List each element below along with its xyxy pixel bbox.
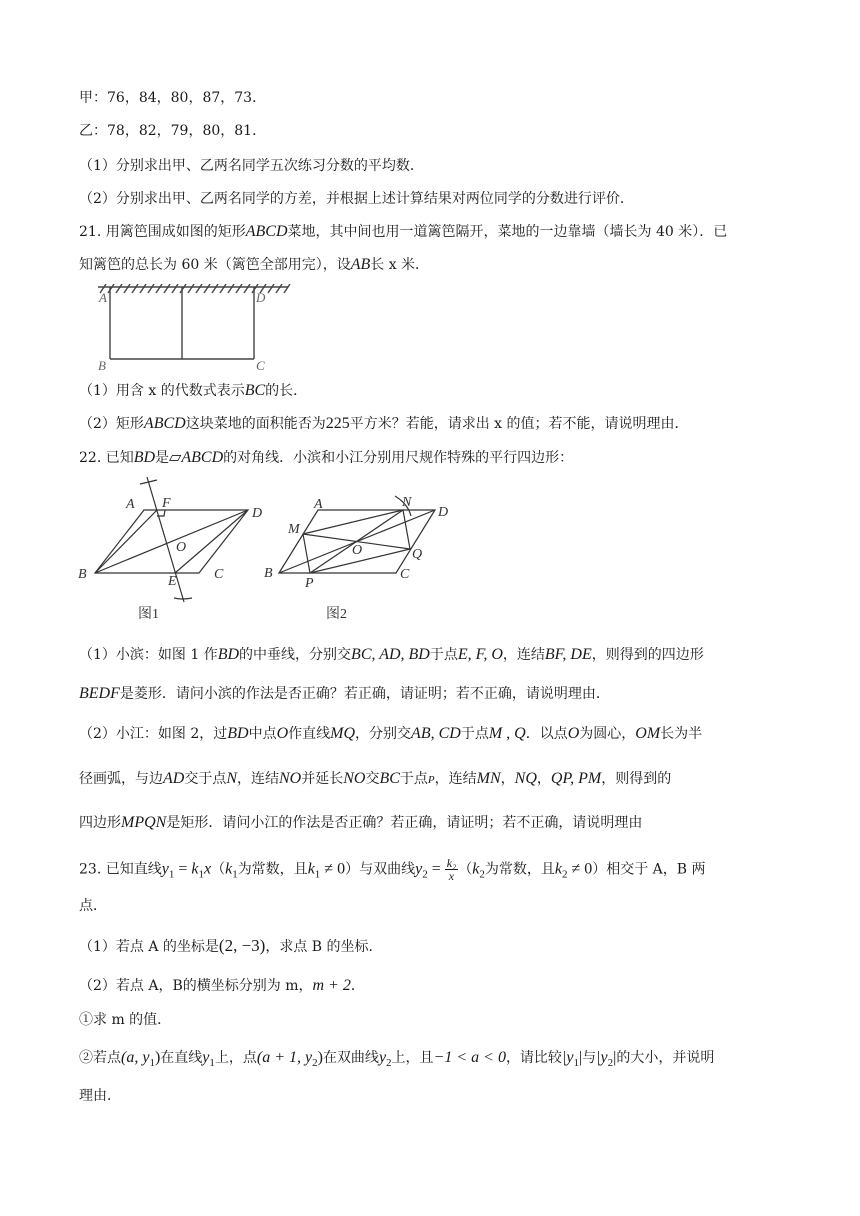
text: ， [536, 771, 551, 787]
text: （1）小滨：如图 1 作 [79, 647, 218, 663]
text: 交 [365, 771, 380, 787]
math: BD [217, 646, 240, 663]
label-b: B [78, 567, 87, 582]
math: k [554, 860, 562, 878]
subscript: 1 [209, 1056, 215, 1069]
q22-part2-line2 [79, 769, 800, 790]
math: k [472, 860, 480, 878]
text: （2）矩形 [79, 416, 144, 432]
text: （2）若点 A，B的横坐标分别为 m， [79, 978, 313, 994]
subscript: 2 [607, 1056, 614, 1069]
label-c: C [214, 567, 224, 582]
label-d: D [252, 506, 263, 521]
math: NO [343, 770, 366, 787]
label-q: Q [412, 547, 423, 562]
text: 于点 [460, 726, 489, 742]
jia-scores: 甲：76，84，80，87，73． [79, 90, 267, 106]
subscript: 1 [149, 1056, 155, 1069]
q21-line2 [79, 255, 800, 275]
math: 225 [325, 415, 350, 432]
math: BC [244, 382, 266, 399]
text: 与 [582, 1050, 597, 1066]
q23-part2-sub2-line2: 理由． [79, 1088, 121, 1104]
text: ．以点 [525, 726, 568, 742]
text: ，连结 [434, 771, 477, 787]
math: BC, AD, BD [351, 646, 430, 663]
text: ）与双曲线 [345, 861, 416, 878]
math: m + 2 [312, 977, 351, 994]
subscript: 1 [232, 868, 238, 881]
text: ，连结 [502, 647, 545, 663]
text: 为常数，且 [484, 861, 555, 878]
caption-fig2: 图2 [326, 607, 347, 622]
text: ，连结 [237, 771, 279, 787]
math: AB, CD [411, 725, 461, 742]
label-c: C [400, 567, 410, 582]
text: 径画弧，与边 [79, 771, 163, 787]
math: (a + 1, y [256, 1049, 313, 1066]
q20-part2: （2）分别求出甲、乙两名同学的方差，并根据上述计算结果对两位同学的分数进行评价． [79, 191, 634, 207]
math: y [202, 1049, 210, 1066]
math: N [226, 770, 237, 787]
subscript: 2 [312, 1056, 318, 1069]
label-a: A [99, 290, 107, 305]
text: 平方米？若能，请求出 x 的值；若不能，请说明理由． [349, 416, 689, 432]
denominator: x [448, 869, 455, 883]
math: y [161, 860, 169, 878]
text: （ [211, 861, 226, 878]
text: 22. 已知 [79, 450, 134, 466]
subscript: 1 [168, 868, 175, 881]
subscript: 2 [422, 868, 428, 881]
label-c: C [256, 358, 265, 372]
subscript: 1 [314, 868, 321, 881]
text: 23. 已知直线 [79, 861, 162, 878]
math: k [307, 860, 315, 878]
math: ≠ 0 [320, 860, 346, 878]
text: 的中垂线，分别交 [239, 647, 352, 663]
label-b: B [98, 358, 106, 372]
text: （1）用含 x 的代数式表示 [79, 383, 245, 399]
text: （ [458, 861, 473, 878]
label-o: O [352, 543, 363, 558]
math: ) [317, 1049, 323, 1066]
q21-line1 [79, 222, 800, 242]
math: ABCD [143, 415, 186, 432]
text: ． [350, 978, 365, 994]
label-m: M [288, 522, 300, 537]
subscript: 2 [386, 1056, 392, 1069]
q21-figure [96, 284, 292, 372]
math: (2, −3) [218, 936, 266, 955]
label-n: N [402, 495, 412, 510]
math: OM [635, 725, 661, 742]
diagonal-bd [95, 510, 248, 573]
math: | [613, 1049, 617, 1066]
text: （1）若点 A 的坐标是 [79, 939, 219, 955]
math: P [427, 774, 435, 786]
text: 的对角线．小滨和小江分别用尺规作特殊的平行四边形： [223, 450, 574, 466]
math: QP, PM [550, 770, 602, 787]
math: x [203, 860, 212, 878]
subscript: 1 [198, 868, 204, 881]
text: ，求点 B 的坐标． [265, 939, 383, 955]
text: 在双曲线 [322, 1050, 379, 1066]
q23-part2 [79, 976, 800, 996]
text: 于点 [399, 771, 428, 787]
q23-part2-sub2-line1 [79, 1048, 800, 1073]
label-f: F [162, 496, 171, 511]
math: ABCD [181, 449, 224, 466]
math: | [578, 1049, 583, 1066]
text: 21. 用篱笆围成如图的矩形 [79, 224, 246, 240]
yi-scores: 乙：78，82，79，80，81． [79, 123, 267, 139]
text: 上，点 [214, 1050, 257, 1066]
text: ，则得到的 [601, 771, 672, 787]
q22-part2-line3 [79, 813, 800, 833]
label-p: P [305, 576, 314, 591]
math: MN [476, 770, 501, 787]
math: O [567, 725, 580, 742]
numerator: k₂ [446, 856, 457, 870]
text: 并延长 [301, 771, 344, 787]
math: ) [154, 1049, 161, 1066]
text: 是菱形．请问小滨的作法是否正确？若正确，请证明；若不正确，请说明理由． [119, 686, 610, 702]
math: BC [379, 770, 400, 787]
math: y [378, 1049, 387, 1066]
fraction-k2-over-x [445, 857, 459, 882]
text: 于点 [429, 647, 458, 663]
text: ，则得到的四边形 [591, 647, 704, 663]
label-d: D [438, 505, 449, 520]
math: k [225, 860, 233, 878]
math: |y [561, 1049, 574, 1066]
q23-part1 [79, 936, 800, 957]
text: （2）小江：如图 2，过 [79, 726, 228, 742]
q23-line1 [79, 857, 800, 884]
text: ②若点 [79, 1050, 121, 1066]
math: = [427, 860, 445, 878]
math: = [174, 860, 192, 878]
q22-figure1 [74, 476, 274, 628]
text: 上，且 [391, 1050, 434, 1066]
text: 菜地，其中间也用一道篱笆隔开，菜地的一边靠墙（墙长为 40 米）．已 [287, 224, 728, 240]
label-e: E [168, 574, 177, 589]
text: 为常数，且 [237, 861, 308, 878]
text: 长 x 米． [370, 257, 430, 273]
text: ， [500, 771, 515, 787]
math: ≠ 0 [567, 860, 593, 878]
label-d: D [256, 290, 266, 305]
label-o: O [176, 540, 187, 555]
text: 在直线 [160, 1050, 203, 1066]
math: (a, y [121, 1049, 150, 1066]
text: 是矩形．请问小江的作法是否正确？若正确，请证明；若不正确，请说明理由 [166, 815, 643, 831]
q22-line1 [79, 448, 800, 468]
math: AB [350, 256, 371, 273]
subscript: 2 [479, 868, 485, 881]
label-b: B [264, 566, 273, 581]
q20-part1: （1）分别求出甲、乙两名同学五次练习分数的平均数． [79, 158, 424, 174]
math: O [276, 725, 289, 742]
text: 中点 [248, 726, 277, 742]
text: ，请比较 [505, 1050, 562, 1066]
line-np [310, 510, 403, 573]
text: 是 [155, 450, 170, 466]
text: ）相交于 A，B 两 [592, 861, 706, 878]
q22-part1-line1 [79, 645, 800, 665]
math: BD [227, 725, 249, 742]
parallelogram-symbol: ▱ [169, 449, 182, 466]
text: 长为半 [660, 726, 703, 742]
math: y [415, 860, 423, 878]
q23-part2-sub1: ①求 m 的值． [79, 1012, 172, 1028]
math: MQ [330, 725, 356, 742]
q21-part2 [79, 414, 800, 434]
math: ABCD [245, 223, 288, 240]
q22-figure2 [258, 486, 463, 628]
label-a: A [314, 497, 323, 512]
q22-part2-line1 [79, 724, 800, 744]
subscript: 1 [573, 1056, 579, 1069]
text: 为圆心， [579, 726, 636, 742]
caption-fig1: 图1 [138, 607, 159, 622]
text: ，分别交 [355, 726, 412, 742]
math: AD [163, 770, 185, 787]
math: |y [596, 1049, 608, 1066]
math: BEDF [79, 685, 120, 702]
math: BD [133, 449, 156, 466]
segment-bf [95, 510, 157, 573]
subscript: 2 [561, 868, 568, 881]
math: BF, DE [544, 646, 592, 663]
q22-part1-line2 [79, 684, 800, 704]
text: 的大小，并说明 [616, 1050, 715, 1066]
text: 四边形 [79, 815, 121, 831]
text: 交于点 [184, 771, 227, 787]
q23-line2: 点． [79, 898, 107, 914]
text: 的长． [265, 383, 308, 399]
text: 作直线 [288, 726, 331, 742]
math: E, F, O [457, 646, 503, 663]
math: NO [279, 770, 302, 787]
math: M , Q [488, 725, 526, 742]
text: 这块菜地的面积能否为 [185, 416, 326, 432]
math: MPQN [121, 814, 167, 831]
q21-part1 [79, 381, 800, 401]
label-a: A [126, 497, 135, 512]
math: k [191, 860, 199, 878]
text: 知篱笆的总长为 60 米（篱笆全部用完），设 [79, 257, 351, 273]
math: NQ [514, 770, 537, 787]
math: −1 < a < 0 [433, 1049, 506, 1066]
